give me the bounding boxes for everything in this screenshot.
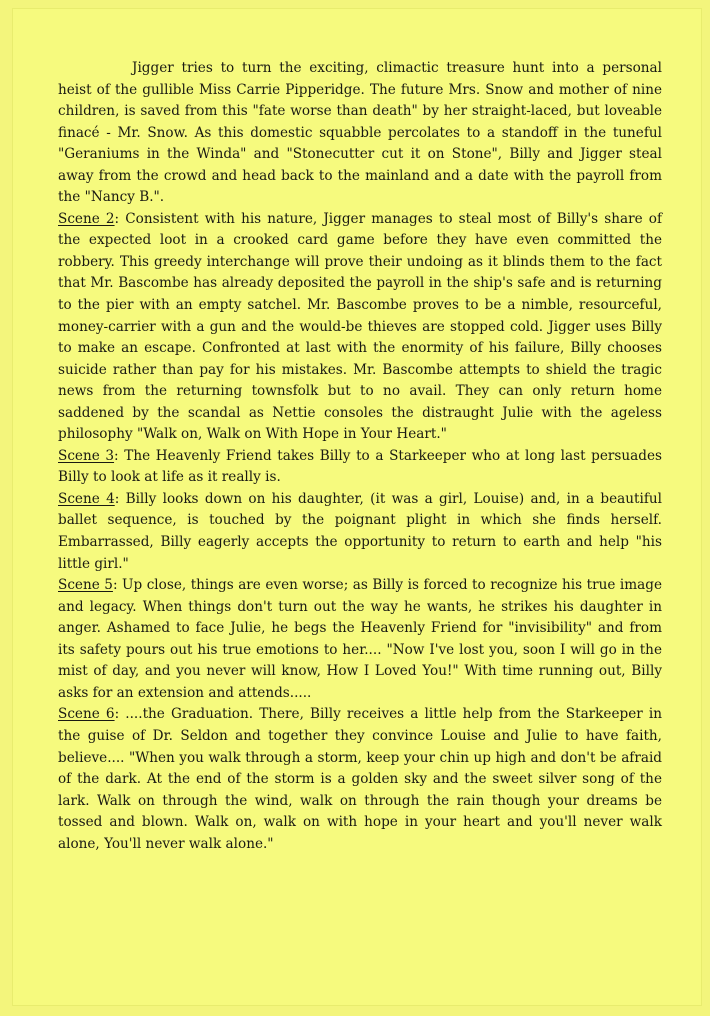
paragraph-scene-6 bbox=[58, 704, 662, 855]
paragraph-intro bbox=[58, 58, 662, 209]
paragraph-scene-2 bbox=[58, 209, 662, 446]
scene-4-label: Scene 4 bbox=[58, 490, 115, 507]
paragraph-scene-4 bbox=[58, 489, 662, 575]
paragraph-scene-5 bbox=[58, 575, 662, 704]
scene-3-text: : The Heavenly Friend takes Billy to a Starkeeper who at long last persuades Billy to look at life as it really is. bbox=[58, 447, 662, 486]
scene-2-text: : Consistent with his nature, Jigger manages to steal most of Billy's share of the expected loot in a crooked card game before they have even committed the robbery. This greedy interchange will prove their undoing as it blinds them to the fact that Mr. Bascombe has already deposited the payroll in the ship's safe and is returning to the pier with an empty satchel. Mr. Bascombe proves to be a nimble, resourceful, money-carrier with a gun and the would-be thieves are stopped cold. Jigger uses Billy to make an escape. Confronted at last with the enormity of his failure, Billy chooses suicide rather than pay for his mistakes. Mr. Bascombe attempts to shield the tragic news from the returning townsfolk but to no avail. They can only return home saddened by the scandal as Nettie consoles the distraught Julie with the ageless philosophy "Walk on, Walk on With Hope in Your Heart." bbox=[58, 210, 662, 443]
scene-6-label: Scene 6 bbox=[58, 706, 115, 723]
paragraph-intro-text: Jigger tries to turn the exciting, climactic treasure hunt into a personal heist of the gullible Miss Carrie Pipperidge. The future Mrs. Snow and mother of nine children, is saved from this "fate worse than death" by her straight-laced, but loveable finacé - Mr. Snow. As this domestic squabble percolates to a standoff in the tuneful "Geraniums in the Winda" and "Stonecutter cut it on Stone", Billy and Jigger steal away from the crowd and head back to the mainland and a date with the payroll from the "Nancy B.". bbox=[58, 60, 662, 206]
synopsis-text bbox=[58, 58, 662, 855]
scene-2-label: Scene 2 bbox=[58, 210, 115, 227]
scene-3-label: Scene 3 bbox=[58, 447, 115, 464]
scene-5-label: Scene 5 bbox=[58, 577, 113, 594]
scene-6-text: : ....the Graduation. There, Billy receives a little help from the Starkeeper in the guise of Dr. Seldon and together they convince Louise and Julie to have faith, believe.... "When you walk through a storm, keep your chin up high and don't be afraid of the dark. At the end of the storm is a golden sky and the sweet silver song of the lark. Walk on through the wind, walk on through the rain though your dreams be tossed and blown. Walk on, walk on with hope in your heart and you'll never walk alone, You'll never walk alone." bbox=[58, 706, 662, 852]
paragraph-scene-3 bbox=[58, 446, 662, 489]
document-page bbox=[12, 8, 702, 1006]
scene-4-text: : Billy looks down on his daughter, (it was a girl, Louise) and, in a beautiful ballet sequence, is touched by the poignant plight in which she finds herself. Embarrassed, Billy eagerly accepts the opportunity to return to earth and help "his little girl." bbox=[58, 490, 662, 572]
scene-5-text: : Up close, things are even worse; as Billy is forced to recognize his true image and legacy. When things don't turn out the way he wants, he strikes his daughter in anger. Ashamed to face Julie, he begs the Heavenly Friend for "invisibility" and from its safety pours out his true emotions to her.... "Now I've lost you, soon I will go in the mist of day, and you never will know, How I Loved You!" With time running out, Billy asks for an extension and attends..... bbox=[58, 577, 662, 701]
